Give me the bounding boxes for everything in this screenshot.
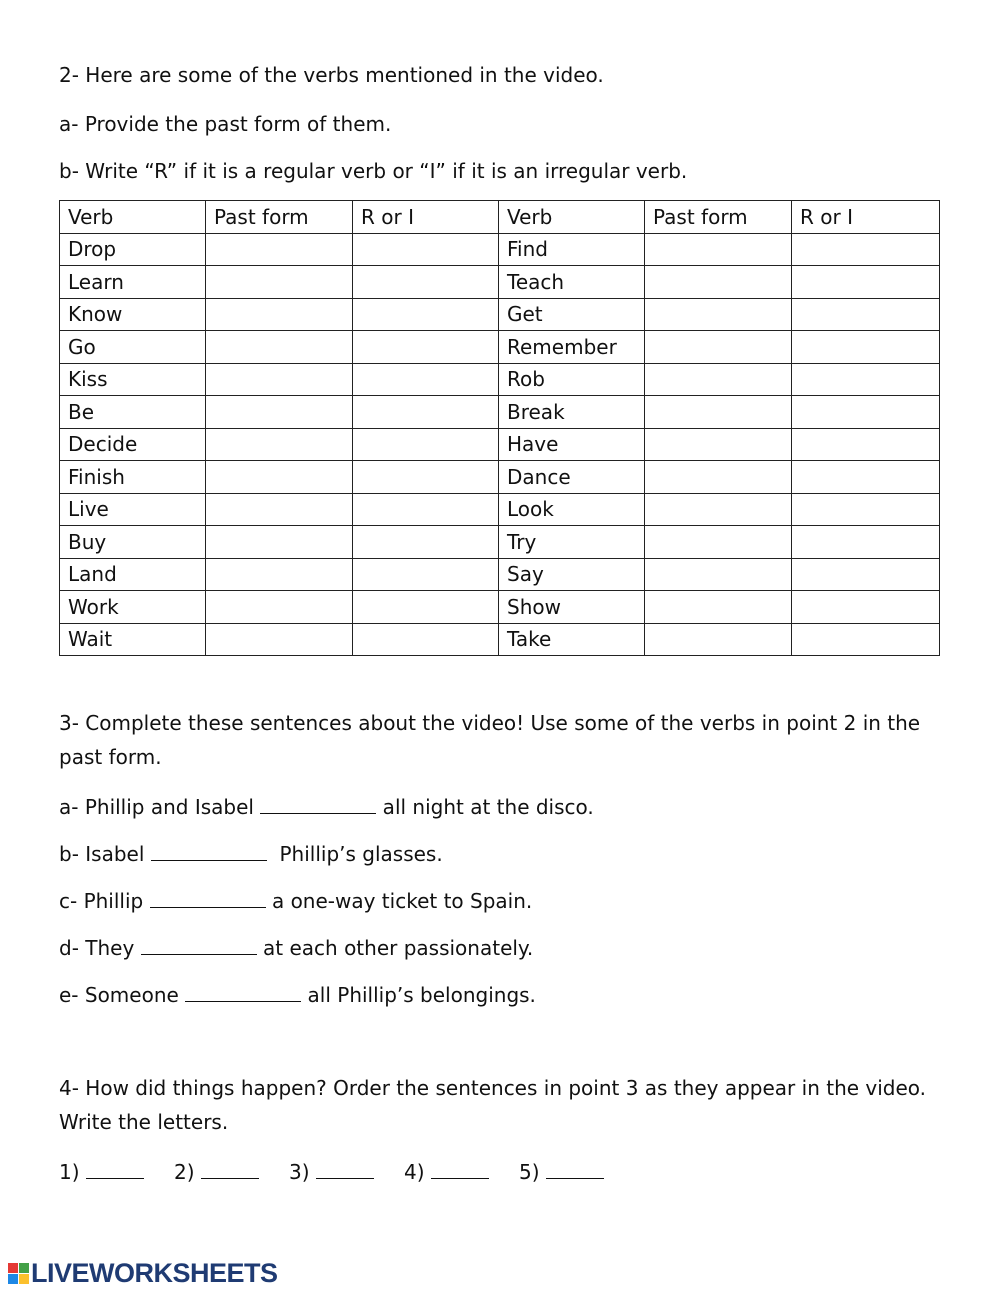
table-row <box>60 428 940 461</box>
sentence-end: Phillip’s glasses. <box>266 842 443 866</box>
verb-cell: Show <box>499 591 645 624</box>
verb-cell: Wait <box>60 623 206 656</box>
r-or-i-input-cell[interactable] <box>353 331 499 364</box>
past-form-input-cell[interactable] <box>206 623 353 656</box>
r-or-i-input-cell[interactable] <box>792 558 940 591</box>
order-blank[interactable] <box>431 1158 489 1179</box>
answer-blank[interactable] <box>260 793 376 814</box>
verbs-table <box>59 200 940 656</box>
verb-cell: Learn <box>60 266 206 299</box>
verb-cell: Break <box>499 396 645 429</box>
header-past-form: Past form <box>206 201 353 234</box>
r-or-i-input-cell[interactable] <box>792 493 940 526</box>
verb-cell: Get <box>499 298 645 331</box>
sentence-start: c- Phillip <box>59 889 150 913</box>
verb-cell: Remember <box>499 331 645 364</box>
table-row <box>60 526 940 559</box>
sentence-start: a- Phillip and Isabel <box>59 795 261 819</box>
order-answers <box>59 1158 634 1184</box>
q2-title: 2- Here are some of the verbs mentioned in the video. <box>59 63 604 87</box>
past-form-input-cell[interactable] <box>645 591 792 624</box>
verb-cell: Look <box>499 493 645 526</box>
r-or-i-input-cell[interactable] <box>353 363 499 396</box>
r-or-i-input-cell[interactable] <box>353 233 499 266</box>
order-item <box>404 1158 519 1184</box>
table-row <box>60 363 940 396</box>
sentence-end: at each other passionately. <box>256 936 534 960</box>
order-number: 3) <box>289 1160 310 1184</box>
past-form-input-cell[interactable] <box>645 623 792 656</box>
order-number: 1) <box>59 1160 80 1184</box>
past-form-input-cell[interactable] <box>206 233 353 266</box>
table-row <box>60 558 940 591</box>
logo-mark-icon <box>8 1263 29 1284</box>
sentence-start: b- Isabel <box>59 842 151 866</box>
past-form-input-cell[interactable] <box>206 396 353 429</box>
answer-blank[interactable] <box>141 934 257 955</box>
verb-cell: Find <box>499 233 645 266</box>
order-number: 2) <box>174 1160 195 1184</box>
table-row <box>60 266 940 299</box>
table-row <box>60 623 940 656</box>
table-row <box>60 331 940 364</box>
verb-cell: Finish <box>60 461 206 494</box>
r-or-i-input-cell[interactable] <box>353 493 499 526</box>
past-form-input-cell[interactable] <box>645 526 792 559</box>
order-item <box>519 1158 634 1184</box>
r-or-i-input-cell[interactable] <box>353 428 499 461</box>
past-form-input-cell[interactable] <box>645 331 792 364</box>
r-or-i-input-cell[interactable] <box>792 396 940 429</box>
q3-sentence <box>59 934 533 960</box>
verb-cell: Be <box>60 396 206 429</box>
verb-cell: Live <box>60 493 206 526</box>
q3-sentence <box>59 840 443 866</box>
verb-cell: Take <box>499 623 645 656</box>
r-or-i-input-cell[interactable] <box>792 298 940 331</box>
order-item <box>289 1158 404 1184</box>
r-or-i-input-cell[interactable] <box>353 526 499 559</box>
answer-blank[interactable] <box>151 840 267 861</box>
header-verb-2: Verb <box>499 201 645 234</box>
q3-sentence <box>59 981 536 1007</box>
sentence-start: d- They <box>59 936 141 960</box>
r-or-i-input-cell[interactable] <box>792 623 940 656</box>
past-form-input-cell[interactable] <box>206 526 353 559</box>
order-item <box>174 1158 289 1184</box>
table-row <box>60 591 940 624</box>
order-blank[interactable] <box>546 1158 604 1179</box>
verb-cell: Kiss <box>60 363 206 396</box>
r-or-i-input-cell[interactable] <box>353 396 499 429</box>
q2-instruction-b: b- Write “R” if it is a regular verb or “I” if it is an irregular verb. <box>59 159 688 183</box>
q3-sentence <box>59 887 532 913</box>
order-item <box>59 1158 174 1184</box>
past-form-input-cell[interactable] <box>206 493 353 526</box>
past-form-input-cell[interactable] <box>645 363 792 396</box>
past-form-input-cell[interactable] <box>645 233 792 266</box>
answer-blank[interactable] <box>150 887 266 908</box>
verb-cell: Dance <box>499 461 645 494</box>
past-form-input-cell[interactable] <box>645 461 792 494</box>
verb-cell: Work <box>60 591 206 624</box>
verb-cell: Say <box>499 558 645 591</box>
order-number: 5) <box>519 1160 540 1184</box>
header-past-form-2: Past form <box>645 201 792 234</box>
past-form-input-cell[interactable] <box>645 558 792 591</box>
past-form-input-cell[interactable] <box>206 266 353 299</box>
r-or-i-input-cell[interactable] <box>353 623 499 656</box>
liveworksheets-logo <box>8 1258 278 1288</box>
r-or-i-input-cell[interactable] <box>353 298 499 331</box>
table-row <box>60 396 940 429</box>
sentence-end: all Phillip’s belongings. <box>301 983 536 1007</box>
table-row <box>60 298 940 331</box>
logo-text: LIVEWORKSHEETS <box>31 1257 278 1288</box>
sentence-end: all night at the disco. <box>376 795 594 819</box>
verb-cell: Have <box>499 428 645 461</box>
verb-cell: Buy <box>60 526 206 559</box>
verb-cell: Know <box>60 298 206 331</box>
verb-cell: Go <box>60 331 206 364</box>
r-or-i-input-cell[interactable] <box>792 591 940 624</box>
order-blank[interactable] <box>316 1158 374 1179</box>
past-form-input-cell[interactable] <box>645 428 792 461</box>
verb-cell: Rob <box>499 363 645 396</box>
past-form-input-cell[interactable] <box>645 396 792 429</box>
verb-cell: Drop <box>60 233 206 266</box>
order-blank[interactable] <box>201 1158 259 1179</box>
r-or-i-input-cell[interactable] <box>353 266 499 299</box>
r-or-i-input-cell[interactable] <box>792 233 940 266</box>
r-or-i-input-cell[interactable] <box>792 266 940 299</box>
r-or-i-input-cell[interactable] <box>792 428 940 461</box>
r-or-i-input-cell[interactable] <box>353 558 499 591</box>
verb-cell: Teach <box>499 266 645 299</box>
r-or-i-input-cell[interactable] <box>792 526 940 559</box>
q4-title: 4- How did things happen? Order the sentences in point 3 as they appear in the video. Write the letters. <box>59 1076 927 1134</box>
sentence-end: a one-way ticket to Spain. <box>265 889 533 913</box>
verb-cell: Try <box>499 526 645 559</box>
header-r-or-i-2: R or I <box>792 201 940 234</box>
past-form-input-cell[interactable] <box>206 363 353 396</box>
header-verb: Verb <box>60 201 206 234</box>
past-form-input-cell[interactable] <box>645 298 792 331</box>
table-header-row <box>60 201 940 234</box>
table-row <box>60 461 940 494</box>
q3-title: 3- Complete these sentences about the video! Use some of the verbs in point 2 in the past form. <box>59 711 921 769</box>
r-or-i-input-cell[interactable] <box>792 461 940 494</box>
table-row <box>60 493 940 526</box>
past-form-input-cell[interactable] <box>206 331 353 364</box>
past-form-input-cell[interactable] <box>206 591 353 624</box>
order-number: 4) <box>404 1160 425 1184</box>
past-form-input-cell[interactable] <box>206 428 353 461</box>
q3-sentence <box>59 793 594 819</box>
order-blank[interactable] <box>86 1158 144 1179</box>
past-form-input-cell[interactable] <box>645 266 792 299</box>
verb-cell: Decide <box>60 428 206 461</box>
verb-cell: Land <box>60 558 206 591</box>
past-form-input-cell[interactable] <box>206 298 353 331</box>
r-or-i-input-cell[interactable] <box>792 363 940 396</box>
table-row <box>60 233 940 266</box>
q2-instruction-a: a- Provide the past form of them. <box>59 112 392 136</box>
r-or-i-input-cell[interactable] <box>792 331 940 364</box>
answer-blank[interactable] <box>185 981 301 1002</box>
past-form-input-cell[interactable] <box>206 461 353 494</box>
r-or-i-input-cell[interactable] <box>353 591 499 624</box>
header-r-or-i: R or I <box>353 201 499 234</box>
sentence-start: e- Someone <box>59 983 186 1007</box>
past-form-input-cell[interactable] <box>206 558 353 591</box>
r-or-i-input-cell[interactable] <box>353 461 499 494</box>
past-form-input-cell[interactable] <box>645 493 792 526</box>
